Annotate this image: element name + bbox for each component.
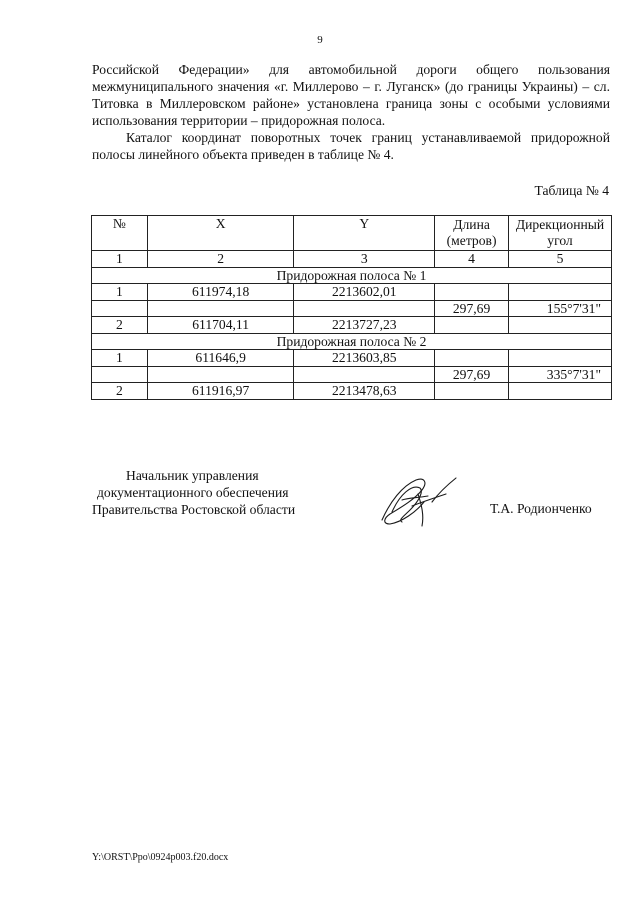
signature-block bbox=[92, 467, 295, 518]
column-number: 4 bbox=[435, 251, 509, 268]
table-row bbox=[92, 284, 612, 301]
angle-value: 335°7'31" bbox=[509, 366, 612, 383]
signer-title-line3: Правительства Ростовской области bbox=[92, 502, 296, 517]
x-value: 611704,11 bbox=[147, 317, 294, 334]
handwritten-signature bbox=[372, 472, 460, 530]
header-angle bbox=[509, 216, 612, 251]
signer-title-line2: документационного обеспечения bbox=[97, 485, 289, 500]
signer-title-line1: Начальник управления bbox=[126, 468, 259, 483]
empty-cell bbox=[294, 300, 435, 317]
header-num: № bbox=[92, 216, 148, 251]
empty-cell bbox=[509, 284, 612, 301]
page-number: 9 bbox=[317, 34, 323, 46]
file-path: Y:\ORST\Ppo\0924p003.f20.docx bbox=[92, 852, 229, 863]
header-length-line2: (метров) bbox=[446, 233, 497, 248]
signer-name: Т.А. Родионченко bbox=[490, 501, 592, 516]
column-number: 5 bbox=[509, 251, 612, 268]
point-number: 1 bbox=[92, 350, 148, 367]
angle-value: 155°7'31" bbox=[509, 300, 612, 317]
empty-cell bbox=[435, 383, 509, 400]
header-x: X bbox=[147, 216, 294, 251]
empty-cell bbox=[509, 383, 612, 400]
header-y: Y bbox=[294, 216, 435, 251]
length-value: 297,69 bbox=[435, 366, 509, 383]
empty-cell bbox=[147, 300, 294, 317]
segment-row bbox=[92, 300, 612, 317]
header-length-line1: Длина bbox=[453, 217, 490, 232]
empty-cell bbox=[92, 366, 148, 383]
header-angle-line1: Дирекционный bbox=[515, 217, 605, 232]
table-header-row bbox=[92, 216, 612, 251]
y-value: 2213602,01 bbox=[294, 284, 435, 301]
point-number: 2 bbox=[92, 383, 148, 400]
empty-cell bbox=[92, 300, 148, 317]
x-value: 611974,18 bbox=[147, 284, 294, 301]
empty-cell bbox=[435, 317, 509, 334]
y-value: 2213727,23 bbox=[294, 317, 435, 334]
section-title: Придорожная полоса № 2 bbox=[92, 333, 612, 350]
empty-cell bbox=[294, 366, 435, 383]
table-row bbox=[92, 350, 612, 367]
empty-cell bbox=[435, 284, 509, 301]
table-row bbox=[92, 317, 612, 334]
section-title: Придорожная полоса № 1 bbox=[92, 267, 612, 284]
x-value: 611916,97 bbox=[147, 383, 294, 400]
y-value: 2213603,85 bbox=[294, 350, 435, 367]
empty-cell bbox=[435, 350, 509, 367]
point-number: 2 bbox=[92, 317, 148, 334]
column-number: 1 bbox=[92, 251, 148, 268]
document-body bbox=[92, 61, 610, 163]
column-numbers-row bbox=[92, 251, 612, 268]
table-row bbox=[92, 383, 612, 400]
paragraph-boundary-zone: Российской Федерации» для автомобильной дороги общего пользования межмуниципального значения «г. Миллерово – г. Луганск» (до границы Украины) – сл. Титовка в Миллеровском районе» установлена граница зоны с особыми условиями использования территории – придорожная полоса. bbox=[92, 62, 610, 128]
empty-cell bbox=[147, 366, 294, 383]
x-value: 611646,9 bbox=[147, 350, 294, 367]
section-title-row bbox=[92, 267, 612, 284]
coordinates-table bbox=[91, 215, 612, 400]
section-title-row bbox=[92, 333, 612, 350]
length-value: 297,69 bbox=[435, 300, 509, 317]
point-number: 1 bbox=[92, 284, 148, 301]
empty-cell bbox=[509, 350, 612, 367]
header-angle-line2: угол bbox=[547, 233, 573, 248]
column-number: 2 bbox=[147, 251, 294, 268]
paragraph-catalog-reference: Каталог координат поворотных точек границ устанавливаемой придорожной полосы линейного объекта приведен в таблице № 4. bbox=[92, 130, 610, 162]
header-length bbox=[435, 216, 509, 251]
column-number: 3 bbox=[294, 251, 435, 268]
empty-cell bbox=[509, 317, 612, 334]
y-value: 2213478,63 bbox=[294, 383, 435, 400]
table-caption: Таблица № 4 bbox=[534, 183, 609, 198]
segment-row bbox=[92, 366, 612, 383]
